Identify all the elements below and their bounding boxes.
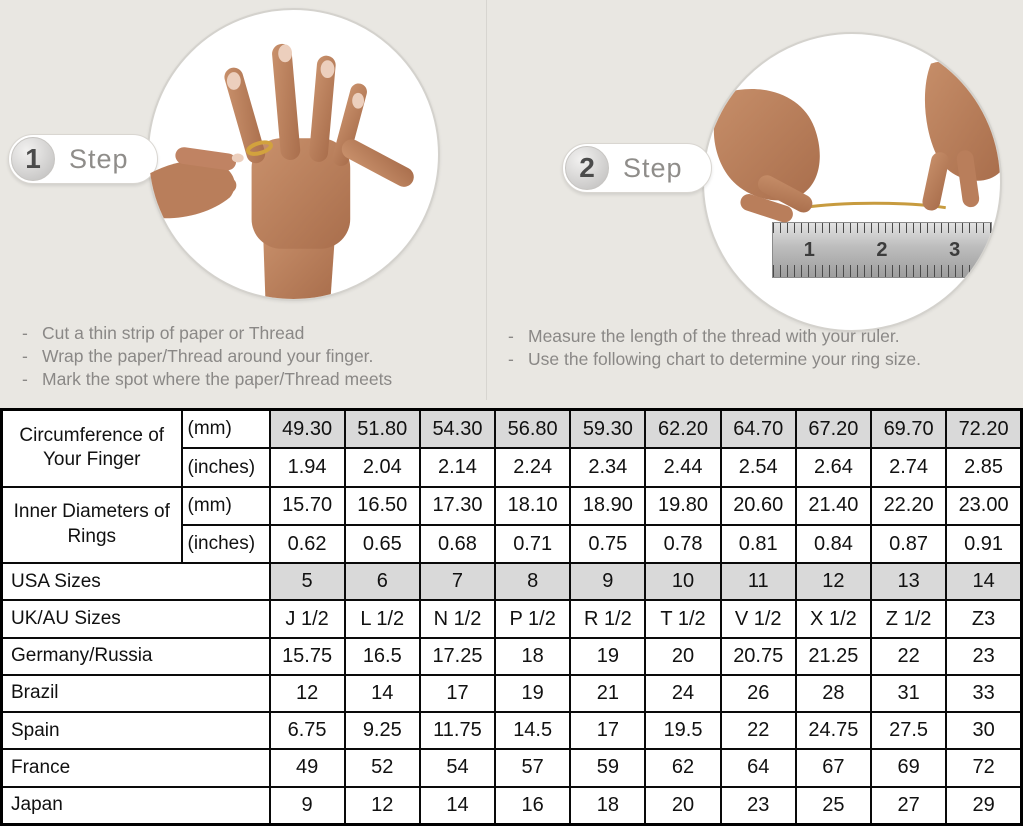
ruler-mark: 2 xyxy=(876,239,888,261)
table-cell: 54 xyxy=(420,749,495,786)
table-cell: 27 xyxy=(871,787,946,825)
table-row-usa xyxy=(2,563,1022,600)
table-cell: 1.94 xyxy=(270,448,345,486)
table-cell: 30 xyxy=(946,712,1021,749)
table-cell: 26 xyxy=(721,675,796,712)
table-cell: T 1/2 xyxy=(645,600,720,637)
fingernail xyxy=(227,72,241,90)
table-cell: 69.70 xyxy=(871,410,946,449)
table-cell: 16 xyxy=(495,787,570,825)
table-cell: 72 xyxy=(946,749,1021,786)
table-cell: 6.75 xyxy=(270,712,345,749)
table-cell: 33 xyxy=(946,675,1021,712)
right-pinch-finger xyxy=(921,151,951,213)
fingernail xyxy=(352,93,364,109)
unit-label-inches: (inches) xyxy=(182,448,270,486)
fingernail xyxy=(232,154,244,163)
table-cell: 2.14 xyxy=(420,448,495,486)
table-cell: 15.75 xyxy=(270,638,345,675)
step2-photo xyxy=(702,32,1002,332)
table-cell: P 1/2 xyxy=(495,600,570,637)
table-cell: 49 xyxy=(270,749,345,786)
table-row-circumference-mm xyxy=(2,410,1022,449)
table-cell: 23.00 xyxy=(946,487,1021,525)
table-row-spain xyxy=(2,712,1022,749)
table-cell: 21.40 xyxy=(796,487,871,525)
section-divider xyxy=(486,0,487,400)
table-cell: 25 xyxy=(796,787,871,825)
table-cell: 2.44 xyxy=(645,448,720,486)
table-cell: 23 xyxy=(946,638,1021,675)
table-cell: 0.84 xyxy=(796,525,871,563)
instruction-line xyxy=(22,322,482,345)
row-label-germany: Germany/Russia xyxy=(2,638,270,675)
table-cell: 15.70 xyxy=(270,487,345,525)
table-cell: 12 xyxy=(796,563,871,600)
table-cell: 13 xyxy=(871,563,946,600)
table-cell: Z 1/2 xyxy=(871,600,946,637)
table-cell: R 1/2 xyxy=(570,600,645,637)
row-label-circumference: Circumference of Your Finger xyxy=(2,410,182,487)
bullet-dash: - xyxy=(22,369,28,389)
table-cell: 56.80 xyxy=(495,410,570,449)
table-cell: 0.75 xyxy=(570,525,645,563)
table-cell: 64.70 xyxy=(721,410,796,449)
table-cell: 19.5 xyxy=(645,712,720,749)
step2-label: Step xyxy=(623,152,683,183)
table-row-diameter-mm xyxy=(2,487,1022,525)
ring-size-conversion-table xyxy=(0,408,1023,826)
table-cell: 0.71 xyxy=(495,525,570,563)
table-cell: 2.34 xyxy=(570,448,645,486)
table-row-brazil xyxy=(2,675,1022,712)
table-cell: 11 xyxy=(721,563,796,600)
table-cell: 22 xyxy=(871,638,946,675)
table-cell: 49.30 xyxy=(270,410,345,449)
table-cell: 67 xyxy=(796,749,871,786)
table-cell: 14 xyxy=(420,787,495,825)
table-cell: 19 xyxy=(570,638,645,675)
instruction-text: Wrap the paper/Thread around your finger. xyxy=(42,346,374,366)
table-cell: 67.20 xyxy=(796,410,871,449)
table-cell: 8 xyxy=(495,563,570,600)
table-row-ukau xyxy=(2,600,1022,637)
table-cell: 0.81 xyxy=(721,525,796,563)
table-cell: 23 xyxy=(721,787,796,825)
bullet-dash: - xyxy=(508,326,514,346)
step1-instructions xyxy=(22,322,482,391)
table-cell: 6 xyxy=(345,563,420,600)
table-cell: 52 xyxy=(345,749,420,786)
table-cell: 17 xyxy=(570,712,645,749)
table-cell: 59.30 xyxy=(570,410,645,449)
step2-instructions xyxy=(508,325,1018,371)
step1-number: 1 xyxy=(11,137,55,181)
table-cell: 9.25 xyxy=(345,712,420,749)
step2-number: 2 xyxy=(565,146,609,190)
table-cell: 24.75 xyxy=(796,712,871,749)
table-cell: 14.5 xyxy=(495,712,570,749)
table-cell: 28 xyxy=(796,675,871,712)
instruction-text: Mark the spot where the paper/Thread meets xyxy=(42,369,393,389)
table-cell: 0.87 xyxy=(871,525,946,563)
table-cell: 17.25 xyxy=(420,638,495,675)
table-cell: 17.30 xyxy=(420,487,495,525)
table-cell: 11.75 xyxy=(420,712,495,749)
table-row-france xyxy=(2,749,1022,786)
row-label-brazil: Brazil xyxy=(2,675,270,712)
instruction-line xyxy=(508,348,1018,371)
bullet-dash: - xyxy=(22,346,28,366)
table-cell: 2.54 xyxy=(721,448,796,486)
instructions-section xyxy=(0,0,1023,408)
table-cell: 0.78 xyxy=(645,525,720,563)
table-cell: 2.64 xyxy=(796,448,871,486)
instruction-text: Cut a thin strip of paper or Thread xyxy=(42,323,305,343)
row-label-inner-diameter: Inner Diameters of Rings xyxy=(2,487,182,563)
table-row-germany xyxy=(2,638,1022,675)
table-cell: 2.04 xyxy=(345,448,420,486)
table-cell: 16.50 xyxy=(345,487,420,525)
instruction-text: Use the following chart to determine your ring size. xyxy=(528,349,921,369)
table-cell: 5 xyxy=(270,563,345,600)
row-label-spain: Spain xyxy=(2,712,270,749)
table-cell: 21 xyxy=(570,675,645,712)
step1-label: Step xyxy=(69,143,129,174)
fingernail xyxy=(278,45,292,63)
table-cell: X 1/2 xyxy=(796,600,871,637)
table-cell: 9 xyxy=(570,563,645,600)
table-cell: 31 xyxy=(871,675,946,712)
table-cell: 0.91 xyxy=(946,525,1021,563)
step1-badge xyxy=(8,134,158,184)
table-cell: 22 xyxy=(721,712,796,749)
table-cell: 62.20 xyxy=(645,410,720,449)
table-cell: 18 xyxy=(495,638,570,675)
table-cell: 59 xyxy=(570,749,645,786)
table-cell: 7 xyxy=(420,563,495,600)
table-cell: L 1/2 xyxy=(345,600,420,637)
table-cell: 20.60 xyxy=(721,487,796,525)
table-cell: N 1/2 xyxy=(420,600,495,637)
table-cell: 21.25 xyxy=(796,638,871,675)
table-cell: 20 xyxy=(645,638,720,675)
instruction-text: Measure the length of the thread with your ruler. xyxy=(528,326,900,346)
bullet-dash: - xyxy=(22,323,28,343)
step1-photo xyxy=(147,8,440,301)
table-cell: 2.85 xyxy=(946,448,1021,486)
row-label-france: France xyxy=(2,749,270,786)
bullet-dash: - xyxy=(508,349,514,369)
table-cell: 22.20 xyxy=(871,487,946,525)
table-cell: 20.75 xyxy=(721,638,796,675)
table-cell: V 1/2 xyxy=(721,600,796,637)
table-cell: 14 xyxy=(345,675,420,712)
hand-with-ring-illustration xyxy=(149,10,438,299)
unit-label-inches: (inches) xyxy=(182,525,270,563)
table-cell: 64 xyxy=(721,749,796,786)
table-cell: 17 xyxy=(420,675,495,712)
table-cell: 18 xyxy=(570,787,645,825)
row-label-japan: Japan xyxy=(2,787,270,825)
table-cell: 0.65 xyxy=(345,525,420,563)
table-cell: 24 xyxy=(645,675,720,712)
table-cell: 12 xyxy=(345,787,420,825)
unit-label-mm: (mm) xyxy=(182,410,270,449)
table-row-japan xyxy=(2,787,1022,825)
table-cell: 0.62 xyxy=(270,525,345,563)
table-cell: 9 xyxy=(270,787,345,825)
table-cell: 10 xyxy=(645,563,720,600)
table-cell: 18.90 xyxy=(570,487,645,525)
table-cell: 16.5 xyxy=(345,638,420,675)
table-cell: 62 xyxy=(645,749,720,786)
table-cell: 69 xyxy=(871,749,946,786)
instruction-line xyxy=(22,345,482,368)
table-cell: 20 xyxy=(645,787,720,825)
table-cell: 19 xyxy=(495,675,570,712)
ruler-mark: 1 xyxy=(803,239,815,261)
table-cell: 51.80 xyxy=(345,410,420,449)
table-cell: 29 xyxy=(946,787,1021,825)
table-cell: 12 xyxy=(270,675,345,712)
table-cell: 2.74 xyxy=(871,448,946,486)
table-cell: 54.30 xyxy=(420,410,495,449)
hands-measuring-illustration xyxy=(704,34,1000,330)
unit-label-mm: (mm) xyxy=(182,487,270,525)
table-cell: 57 xyxy=(495,749,570,786)
table-cell: 18.10 xyxy=(495,487,570,525)
step2-badge xyxy=(562,143,712,193)
table-cell: 19.80 xyxy=(645,487,720,525)
table-cell: 72.20 xyxy=(946,410,1021,449)
table-cell: 2.24 xyxy=(495,448,570,486)
table-cell: 0.68 xyxy=(420,525,495,563)
instruction-line xyxy=(22,368,482,391)
table-cell: 27.5 xyxy=(871,712,946,749)
fingernail xyxy=(321,60,335,78)
row-label-usa: USA Sizes xyxy=(2,563,270,600)
table-cell: 14 xyxy=(946,563,1021,600)
ruler-mark: 3 xyxy=(949,239,961,261)
table-cell: J 1/2 xyxy=(270,600,345,637)
row-label-ukau: UK/AU Sizes xyxy=(2,600,270,637)
table-cell: Z3 xyxy=(946,600,1021,637)
